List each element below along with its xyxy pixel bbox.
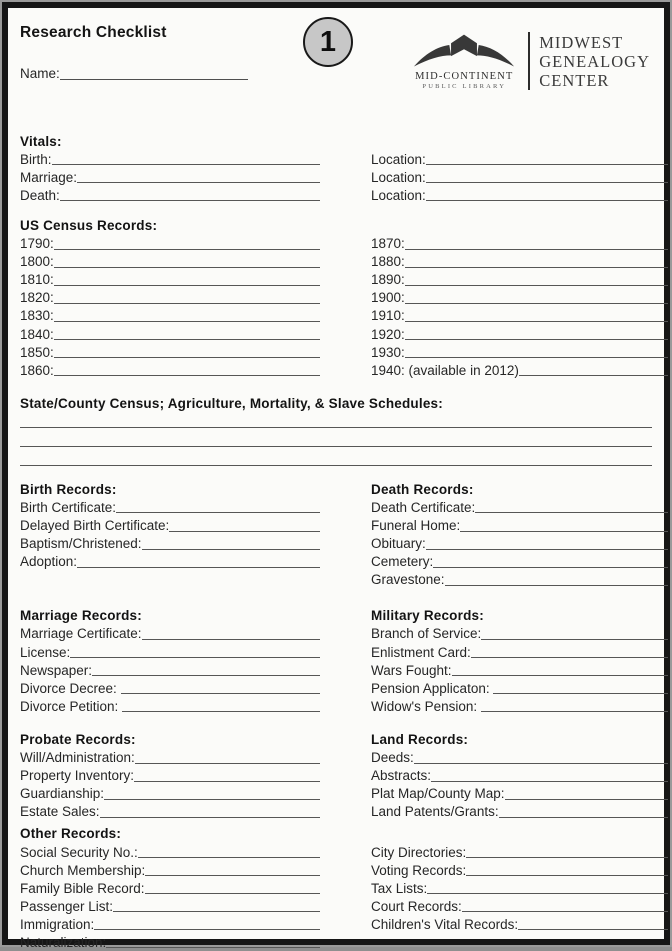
genealogy-center-name: [539, 33, 650, 90]
center-name-line: MIDWEST: [539, 32, 624, 52]
left-cell: [20, 607, 320, 625]
left-cell: [20, 679, 320, 697]
page-number-badge: [303, 17, 353, 67]
section-heading: State/County Census; Agriculture, Mortality, & Slave Schedules:: [20, 395, 443, 411]
field-label: Passenger List:: [20, 898, 114, 914]
right-cell: [371, 132, 668, 150]
field-label: Naturalization:: [20, 934, 107, 950]
field-label: 1870:: [371, 236, 405, 252]
fill-line: [499, 817, 668, 818]
fill-line: [475, 512, 668, 513]
form-row: [20, 450, 652, 469]
form-row: [20, 825, 652, 843]
fill-line: [466, 875, 668, 876]
left-cell: [20, 498, 320, 516]
form-row: [20, 643, 652, 661]
fill-line: [70, 657, 320, 658]
left-cell: [20, 271, 320, 289]
field-label: Gravestone:: [371, 572, 445, 588]
form-row: [20, 767, 652, 785]
form-row: [20, 535, 652, 553]
form-row: [20, 897, 652, 915]
center-name-line: CENTER: [539, 70, 610, 90]
left-cell: [20, 253, 320, 271]
form-row: [20, 253, 652, 271]
left-cell: [20, 168, 320, 186]
fill-line: [433, 567, 668, 568]
right-cell: [371, 289, 668, 307]
fill-line: [100, 817, 320, 818]
fill-line: [405, 321, 668, 322]
right-cell: [371, 679, 668, 697]
field-label: 1880:: [371, 254, 405, 270]
fill-line: [431, 781, 668, 782]
fill-line: [20, 465, 652, 466]
form-row: [20, 748, 652, 766]
section-census: [20, 216, 652, 379]
fill-line: [142, 549, 320, 550]
form-row: [20, 412, 652, 431]
right-cell: [371, 803, 668, 821]
left-cell: [20, 234, 320, 252]
field-label: 1900:: [371, 290, 405, 306]
page-title: Research Checklist: [20, 24, 167, 41]
left-cell: [20, 697, 320, 715]
fill-line: [142, 639, 320, 640]
left-cell: [20, 643, 320, 661]
field-label: Delayed Birth Certificate:: [20, 518, 170, 533]
fill-line: [460, 531, 668, 532]
form-row: [20, 431, 652, 450]
field-label: Deeds:: [371, 750, 414, 766]
field-label: Guardianship:: [20, 786, 105, 802]
field-label: Death:: [20, 187, 60, 203]
left-cell: [20, 516, 320, 534]
field-label: 1840:: [20, 326, 54, 342]
right-cell: [371, 516, 668, 534]
form-row: [20, 803, 652, 821]
fill-line: [54, 357, 320, 358]
fill-line: [94, 929, 320, 930]
left-cell: [20, 480, 320, 498]
field-label: 1850:: [20, 344, 54, 360]
field-label: 1930:: [371, 344, 405, 360]
section-other: [20, 825, 652, 951]
left-cell: [20, 150, 320, 168]
field-label: Church Membership:: [20, 862, 146, 878]
fill-line: [466, 857, 668, 858]
fill-line: [405, 339, 668, 340]
checklist-page: [2, 2, 670, 950]
field-label: Abstracts:: [371, 768, 432, 784]
left-cell: [20, 325, 320, 343]
fill-line: [77, 182, 320, 183]
fill-line: [405, 267, 668, 268]
field-label: Children's Vital Records:: [371, 916, 519, 932]
field-label: Family Bible Record:: [20, 880, 145, 896]
field-label: 1820:: [20, 290, 54, 306]
fill-line: [113, 911, 320, 912]
fill-line: [54, 267, 320, 268]
name-field-row: [20, 66, 260, 83]
form-row: [20, 480, 652, 498]
section-vitals: [20, 132, 652, 204]
section-heading: Marriage Records:: [20, 608, 142, 624]
fill-line: [471, 657, 668, 658]
field-label: Wars Fought:: [371, 662, 452, 678]
left-cell: [20, 748, 320, 766]
right-cell: [371, 186, 668, 204]
field-label: Birth Certificate:: [20, 499, 117, 515]
right-cell: [371, 933, 668, 951]
form-row: [20, 915, 652, 933]
field-label: Baptism/Christened:: [20, 536, 142, 552]
right-cell: [371, 498, 668, 516]
left-cell: [20, 933, 320, 951]
form-row: [20, 498, 652, 516]
left-cell: [20, 861, 320, 879]
right-cell: [371, 825, 668, 843]
left-cell: [20, 825, 320, 843]
right-cell: [371, 480, 668, 498]
field-label: Adoption:: [20, 554, 78, 570]
form-row: [20, 150, 652, 168]
form-row: [20, 730, 652, 748]
fill-line: [54, 339, 320, 340]
form-row: [20, 785, 652, 803]
fill-line: [462, 911, 668, 912]
form-row: [20, 571, 652, 589]
field-label: Land Patents/Grants:: [371, 804, 499, 820]
left-cell: [20, 361, 320, 379]
right-cell: [371, 253, 668, 271]
form-row: [20, 879, 652, 897]
fill-line: [60, 200, 320, 201]
form-row: [20, 661, 652, 679]
fill-line: [77, 567, 320, 568]
right-cell: [371, 879, 668, 897]
left-cell: [20, 843, 320, 861]
right-cell: [371, 897, 668, 915]
section-heading: Vitals:: [20, 133, 62, 149]
field-label: Newspaper:: [20, 662, 93, 678]
library-name: MID-CONTINENT: [415, 71, 514, 82]
field-label: 1800:: [20, 254, 54, 270]
page-number: 1: [319, 25, 337, 58]
right-cell: [371, 168, 668, 186]
left-cell: [20, 343, 320, 361]
fill-line: [169, 531, 320, 532]
right-cell: [371, 661, 668, 679]
field-label: Marriage Certificate:: [20, 626, 142, 642]
right-cell: [371, 767, 668, 785]
left-cell: [20, 879, 320, 897]
left-cell: [20, 897, 320, 915]
field-label: Location:: [371, 151, 426, 167]
form-row: [20, 307, 652, 325]
section-heading: Death Records:: [371, 481, 474, 497]
fill-line: [426, 549, 668, 550]
section-heading: Birth Records:: [20, 481, 117, 497]
fill-line: [481, 639, 668, 640]
fill-line: [518, 929, 668, 930]
field-label: 1790:: [20, 236, 54, 252]
library-logo-mark: [409, 32, 519, 90]
right-cell: [371, 643, 668, 661]
fill-line: [427, 893, 668, 894]
library-logo: [409, 32, 650, 90]
fill-line: [426, 200, 668, 201]
logo-divider: [528, 32, 530, 90]
fill-line: [54, 321, 320, 322]
fill-line: [493, 693, 668, 694]
right-cell: [371, 307, 668, 325]
fill-line: [405, 249, 668, 250]
field-label: 1860:: [20, 362, 54, 378]
left-cell: [20, 553, 320, 571]
fill-line: [138, 857, 320, 858]
fill-line: [505, 799, 668, 800]
field-label: Death Certificate:: [371, 499, 476, 515]
form-row: [20, 843, 652, 861]
right-cell: [371, 271, 668, 289]
left-cell: [20, 661, 320, 679]
left-cell: [20, 535, 320, 553]
right-cell: [371, 748, 668, 766]
field-label: 1810:: [20, 272, 54, 288]
field-label: Estate Sales:: [20, 804, 100, 820]
field-label: Obituary:: [371, 536, 426, 552]
form-row: [20, 186, 652, 204]
field-label: City Directories:: [371, 844, 467, 860]
right-cell: [371, 571, 668, 589]
field-label: Divorce Petition:: [20, 698, 123, 714]
form-row: [20, 625, 652, 643]
form-row: [20, 343, 652, 361]
form-row: [20, 289, 652, 307]
field-label: Voting Records:: [371, 862, 467, 878]
fill-line: [405, 303, 668, 304]
field-label: License:: [20, 644, 71, 660]
left-cell: [20, 803, 320, 821]
form-row: [20, 132, 652, 150]
section-heading: US Census Records:: [20, 217, 158, 233]
left-cell: [20, 571, 320, 589]
right-cell: [371, 343, 668, 361]
fill-line: [426, 164, 668, 165]
right-cell: [371, 535, 668, 553]
fill-line: [405, 285, 668, 286]
left-cell: [20, 216, 320, 234]
form-row: [20, 168, 652, 186]
name-fill-line: [60, 79, 248, 80]
field-label: Will/Administration:: [20, 750, 135, 766]
field-label: Location:: [371, 187, 426, 203]
right-cell: [371, 553, 668, 571]
field-label: Property Inventory:: [20, 768, 135, 784]
right-cell: [371, 607, 668, 625]
right-cell: [371, 234, 668, 252]
left-cell: [20, 767, 320, 785]
form-row: [20, 933, 652, 951]
library-subtitle: PUBLIC LIBRARY: [422, 83, 507, 90]
fill-line: [54, 249, 320, 250]
field-label: Immigration:: [20, 916, 95, 932]
fill-line: [445, 585, 668, 586]
field-label: 1940: (available in 2012): [371, 362, 519, 378]
full-cell: [20, 393, 652, 412]
form-row: [20, 393, 652, 412]
form-row: [20, 861, 652, 879]
fill-line: [426, 182, 668, 183]
fill-line: [134, 781, 320, 782]
field-label: Enlistment Card:: [371, 644, 471, 660]
fill-line: [135, 763, 320, 764]
section-heading: Military Records:: [371, 608, 484, 624]
fill-line: [145, 875, 320, 876]
field-label: Social Security No.:: [20, 844, 138, 860]
right-cell: [371, 730, 668, 748]
open-book-icon: [412, 32, 516, 70]
section-marriage-military: [20, 607, 652, 716]
section-heading: Other Records:: [20, 826, 122, 842]
form-row: [20, 234, 652, 252]
form-row: [20, 697, 652, 715]
fill-line: [92, 675, 320, 676]
form-row: [20, 361, 652, 379]
name-label: Name:: [20, 66, 60, 81]
fill-line: [52, 164, 320, 165]
full-cell: [20, 450, 652, 469]
field-label: 1920:: [371, 326, 405, 342]
section-heading: Land Records:: [371, 731, 469, 747]
page-header: [20, 24, 652, 110]
field-label: Marriage:: [20, 169, 78, 185]
field-label: Court Records:: [371, 898, 462, 914]
left-cell: [20, 289, 320, 307]
right-cell: [371, 785, 668, 803]
fill-line: [481, 711, 668, 712]
right-cell: [371, 625, 668, 643]
right-cell: [371, 216, 668, 234]
field-label: Birth:: [20, 151, 52, 167]
form-row: [20, 516, 652, 534]
field-label: Branch of Service:: [371, 626, 482, 642]
form-row: [20, 325, 652, 343]
fill-line: [121, 693, 320, 694]
left-cell: [20, 132, 320, 150]
section-heading: Probate Records:: [20, 731, 136, 747]
left-cell: [20, 915, 320, 933]
right-cell: [371, 861, 668, 879]
fill-line: [452, 675, 668, 676]
field-label: Location:: [371, 169, 426, 185]
section-probate-land: [20, 730, 652, 820]
field-label: Plat Map/County Map:: [371, 786, 505, 802]
field-label: Widow's Pension:: [371, 698, 481, 714]
fill-line: [414, 763, 668, 764]
left-cell: [20, 785, 320, 803]
fill-line: [54, 303, 320, 304]
center-name-line: GENEALOGY: [539, 51, 650, 71]
right-cell: [371, 697, 668, 715]
field-label: Cemetery:: [371, 554, 434, 570]
left-cell: [20, 625, 320, 643]
field-label: Divorce Decree:: [20, 680, 121, 696]
form-row: [20, 553, 652, 571]
fill-line: [54, 375, 320, 376]
section-birth-death: [20, 480, 652, 589]
field-label: Funeral Home:: [371, 518, 461, 533]
full-cell: [20, 431, 652, 450]
right-cell: [371, 843, 668, 861]
left-cell: [20, 730, 320, 748]
fill-line: [106, 947, 320, 948]
fill-line: [122, 711, 320, 712]
fill-line: [145, 893, 320, 894]
form-row: [20, 216, 652, 234]
field-label: 1830:: [20, 308, 54, 324]
fill-line: [20, 427, 652, 428]
form-row: [20, 607, 652, 625]
right-cell: [371, 915, 668, 933]
right-cell: [371, 325, 668, 343]
left-cell: [20, 186, 320, 204]
field-label: 1910:: [371, 308, 405, 324]
right-cell: [371, 361, 668, 379]
field-label: 1890:: [371, 272, 405, 288]
field-label: Tax Lists:: [371, 880, 428, 896]
fill-line: [116, 512, 320, 513]
form-body: [20, 132, 652, 951]
left-cell: [20, 307, 320, 325]
right-cell: [371, 150, 668, 168]
form-row: [20, 271, 652, 289]
full-cell: [20, 412, 652, 431]
fill-line: [54, 285, 320, 286]
field-label: Pension Applicaton:: [371, 680, 494, 696]
fill-line: [519, 375, 668, 376]
fill-line: [20, 446, 652, 447]
form-row: [20, 679, 652, 697]
fill-line: [104, 799, 320, 800]
section-state: [20, 393, 652, 469]
fill-line: [405, 357, 668, 358]
page-content: [8, 8, 664, 950]
